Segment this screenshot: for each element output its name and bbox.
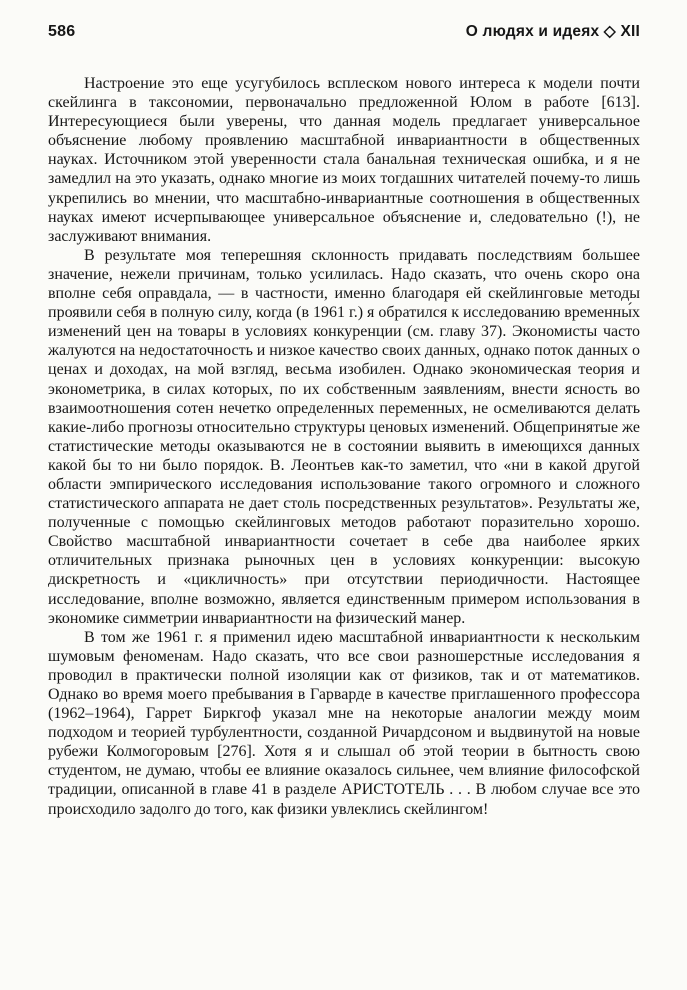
paragraph-1: Настроение это еще усугубилось всплеском нового интереса к модели почти скейлинга в таксономии, первоначально предложенной Юлом в работе [613]. Интересующиеся были уверены, что данная модель предлагает универсальное объяснение любому проявлению масштабной инвариантности в общественных науках. Источником этой уверенности стала банальная техническая ошибка, и я не замедлил на это указать, однако многие из моих тогдашних читателей почему-то лишь укрепились во мнении, что масштабно-инвариантные соотношения в общественных науках имеют исчерпывающее универсальное объяснение и, следовательно (!), не заслуживают внимания. [48,75,640,245]
running-head [48,22,640,41]
page-body [48,74,640,819]
paragraph-3: В том же 1961 г. я применил идею масштабной инвариантности к нескольким шумовым феноменам. Надо сказать, что все свои разношерстные исследования я проводил в практически полной изоляции как от физиков, так и от математиков. Однако во время моего пребывания в Гарварде в качестве приглашенного профессора (1962–1964), Гаррет Биркгоф указал мне на некоторые аналогии между моим подходом и теорией турбулентности, созданной Ричардсоном и выдвинутой на новые рубежи Колмогоровым [276]. Хотя я и слышал об этой теории в бытность свою студентом, не думаю, чтобы ее влияние оказалось сильнее, чем влияние философской традиции, описанной в главе 41 в разделе АРИСТОТЕЛЬ . . . В любом случае все это происходило задолго до того, как физики увлеклись скейлингом! [48,628,640,818]
running-title: О людях и идеях ◇ XII [465,23,640,40]
paragraph-2: В результате моя теперешняя склонность придавать последствиям большее значение, нежели причинам, только усилилась. Надо сказать, что очень скоро она вполне себя оправдала, — в частности, именно благодаря ей скейлинговые методы проявили себя в полную силу, когда (в 1961 г.) я обратился к исследованию временны́х изменений цен на товары в условиях конкуренции (см. главу 37). Экономисты часто жалуются на недостаточность и низкое качество своих данных, однако поток данных о ценах и доходах, на мой взгляд, весьма изобилен. Однако экономическая теория и эконометрика, в силах которых, по их собственным заявлениям, внести ясность во взаимоотношения сотен нечетко определенных переменных, не осмеливаются делать какие-либо прогнозы относительно структуры ценовых изменений. Общепринятые же статистические методы оказываются не в состоянии выявить в имеющихся данных какой бы то ни было порядок. В. Леонтьев как-то заметил, что «ни в какой другой области эмпирического исследования использование такого огромного и сложного статистического аппарата не дает столь посредственных результатов». Результаты же, полученные с помощью скейлинговых методов работают поразительно хорошо. Свойство масштабной инвариантности сочетает в себе два наиболее ярких отличительных признака рыночных цен в условиях конкуренции: высокую дискретность и «цикличность» при отсутствии периодичности. Настоящее исследование, вполне возможно, является единственным примером использования в экономике симметрии инвариантности на физический манер. [48,246,640,627]
page-number: 586 [48,23,76,40]
